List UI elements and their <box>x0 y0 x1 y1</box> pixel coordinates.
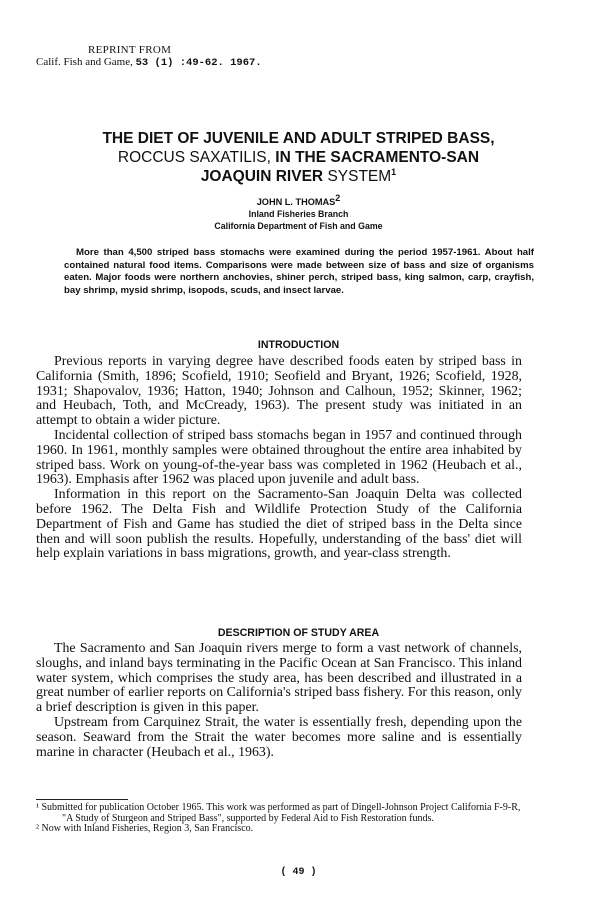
title-system: SYSTEM <box>327 168 392 185</box>
title-species: ROCCUS SAXATILIS, <box>117 149 271 166</box>
intro-paragraph: Previous reports in varying degree have described foods eaten by striped bass in California (Smith, 1896; Scofield, 1910; Seofield and Bryant, 1926; Scofield, 1928, 1931; Shapovalov, 1936; Hatton, 1940; Johnson and Calhoun, 1952; Skinner, 1962; and Heubach, Toth, and McCready, 1963). The present study was initiated in an attempt to obtain a wider picture. <box>36 354 522 429</box>
study-area-heading: DESCRIPTION OF STUDY AREA <box>217 627 380 639</box>
title-footnote-mark: 1 <box>391 166 397 177</box>
study-area-body <box>36 642 522 760</box>
abstract: More than 4,500 striped bass stomachs were examined during the period 1957-1961. About half contained natural food items. Comparisons were made between size of bass and size of organisms eaten. Major foods were northern anchovies, shiner perch, striped bass, king salmon, carp, crayfish, bay shrimp, mysid shrimp, isopods, scuds, and insect larvae. <box>64 247 534 296</box>
author-line <box>30 192 567 208</box>
footnotes <box>36 803 522 835</box>
author-footnote-mark: 2 <box>335 192 341 203</box>
footnote-1: ¹ Submitted for publication October 1965. This work was performed as part of Dingell-Johnson Project California F-9-R, "A Study of Sturgeon and Striped Bass", supported by Federal Aid to Fish Restoration funds. <box>36 802 521 824</box>
footnote-2: ² Now with Inland Fisheries, Region 3, San Francisco. <box>36 823 254 835</box>
title-line-2-rest: IN THE SACRAMENTO-SAN <box>275 149 480 166</box>
journal-name: Calif. Fish and Game, <box>36 56 133 68</box>
intro-paragraph: Incidental collection of striped bass stomachs began in 1957 and continued through 1960. In 1961, monthly samples were obtained throughout the entire area inhabited by striped bass. Work on young-of-the-year bass was completed in 1962 (Heubach et al., 1963). Emphasis after 1962 was placed upon juvenile and adult bass. <box>36 427 522 488</box>
title-line-2 <box>30 148 567 167</box>
study-area-paragraph: The Sacramento and San Joaquin rivers merge to form a vast network of channels, sloughs, and inland bays terminating in the Pacific Ocean at San Francisco. This inland water system, which comprises the study area, has been described and illustrated in a great number of earlier reports on California's striped bass fishery. For this reason, only a brief description is given in this paper. <box>36 641 522 716</box>
article-title <box>30 129 567 186</box>
author-department: California Department of Fish and Game <box>214 221 383 231</box>
title-line-1: THE DIET OF JUVENILE AND ADULT STRIPED BASS, <box>102 130 495 147</box>
author-name: JOHN L. THOMAS <box>256 197 336 207</box>
intro-paragraph: Information in this report on the Sacramento-San Joaquin Delta was collected before 1962. The Delta Fish and Wildlife Protection Study of the California Department of Fish and Game has studied the diet of striped bass in the Delta since then and will soon publish the results. Hopefully, understanding of the bass' diet will help explain variations in bass migrations, growth, and year-class strength. <box>36 487 522 562</box>
reprint-citation <box>36 56 262 69</box>
introduction-heading: INTRODUCTION <box>257 339 340 351</box>
introduction-body <box>36 355 522 562</box>
author-block <box>30 192 567 232</box>
reprint-label: REPRINT FROM <box>88 44 172 56</box>
page-number: ( 49 ) <box>280 867 317 878</box>
reprint-notice <box>36 44 262 69</box>
footnote-rule <box>36 799 128 800</box>
journal-volume: 53 (1) :49-62. 1967. <box>135 57 262 69</box>
title-river: JOAQUIN RIVER <box>200 168 324 185</box>
title-line-3 <box>30 167 567 186</box>
author-branch: Inland Fisheries Branch <box>248 209 349 219</box>
study-area-paragraph: Upstream from Carquinez Strait, the water is essentially fresh, depending upon the season. Seaward from the Strait the water becomes more saline and is essentially marine in character (Heubach et al., 1963). <box>36 714 522 760</box>
